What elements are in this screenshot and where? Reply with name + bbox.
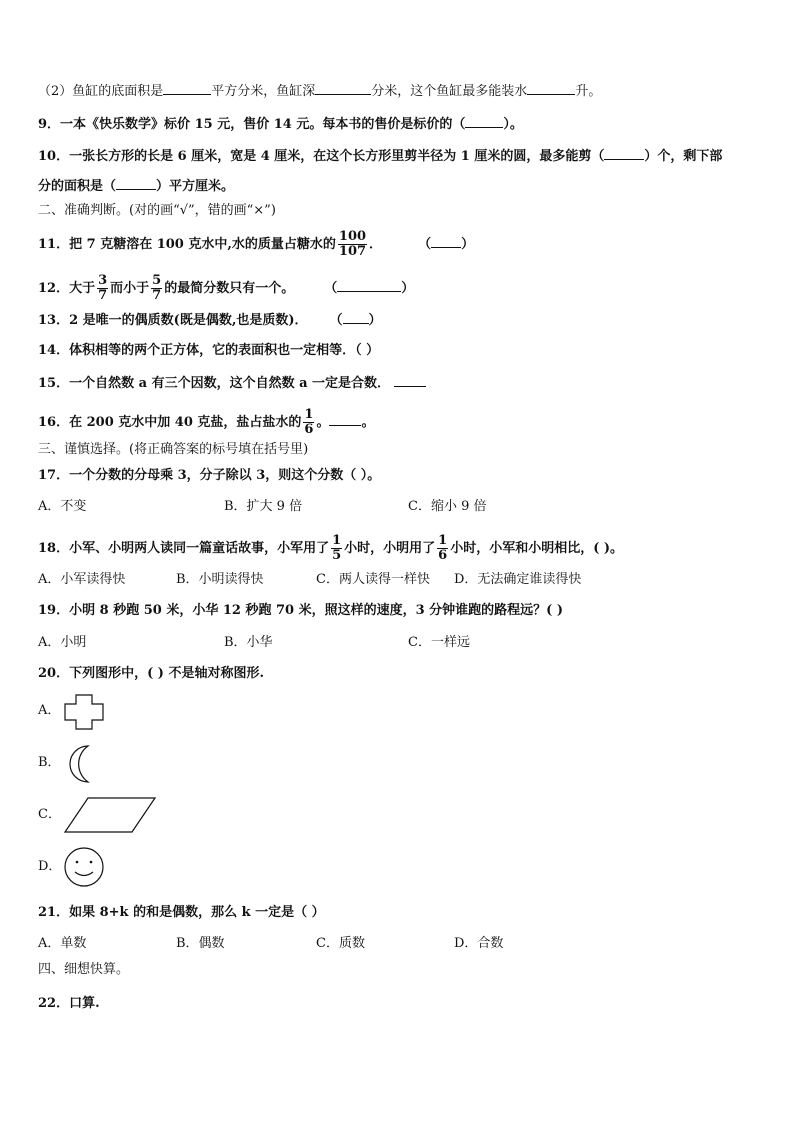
fraction-denominator: 7 [152,288,162,303]
fraction [331,534,342,563]
q10-line1-end: ）个，剩下部 [644,149,723,164]
q8-text-1: 平方分米，鱼缸深 [211,84,316,99]
q16-post: 。 [316,415,330,430]
answer-blank[interactable] [337,279,401,292]
q12-pre: 12．大于 [38,281,96,296]
fraction [437,534,448,563]
question-9 [38,115,523,134]
fraction [151,274,162,303]
q13-text: 13．2 是唯一的偶质数(既是偶数,也是质数)． [38,313,308,328]
answer-blank[interactable] [315,82,371,95]
q10-line2-end: ）平方厘米。 [156,179,235,194]
q20-label-a[interactable]: A． [38,703,61,718]
paren-close: ） [368,313,382,328]
answer-blank[interactable] [394,374,426,387]
paren-close: ） [461,237,475,252]
fraction [97,274,108,303]
fraction-numerator: 3 [98,273,108,288]
q12-post: 的最简分数只有一个。 [164,281,295,296]
question-10-line-1 [38,147,722,166]
cross-shape-icon[interactable] [64,694,104,730]
question-16 [38,408,375,437]
answer-blank[interactable] [527,82,575,95]
q8-text-3: 升。 [575,84,602,99]
answer-blank[interactable] [431,235,461,248]
question-15 [38,374,426,393]
fraction [303,408,314,437]
q20-label-b[interactable]: B． [38,755,61,770]
question-20: 20．下列图形中，( ) 不是轴对称图形. [38,666,264,681]
fraction-numerator: 1 [438,533,448,548]
q17-option-c[interactable]: C．缩小 9 倍 [408,499,487,514]
answer-blank[interactable] [329,413,361,426]
q15-text: 15．一个自然数 a 有三个因数，这个自然数 a 一定是合数． [38,376,391,391]
fraction [338,230,367,259]
q16-end: 。 [361,415,375,430]
q21-option-a[interactable]: A．单数 [38,936,87,951]
q21-option-b[interactable]: B．偶数 [176,936,225,951]
question-22: 22．口算. [38,996,100,1011]
paren-close: ） [401,281,415,296]
answer-blank[interactable] [465,115,503,128]
q8-text-2: 分米，这个鱼缸最多能装水 [371,84,528,99]
q12-mid: 而小于 [110,281,150,296]
fraction-numerator: 1 [304,407,314,422]
q18-post: 小时，小军和小明相比，( )。 [450,541,624,556]
fraction-denominator: 6 [304,422,314,437]
q11-after: ． [369,237,383,252]
q20-label-c[interactable]: C． [38,807,61,822]
q11-text: 11．把 7 克糖溶在 100 克水中,水的质量占糖水的 [38,237,336,252]
paren-open: （ [329,313,343,328]
q18-option-c[interactable]: C．两人读得一样快 [316,572,430,587]
fraction-denominator: 107 [338,244,367,259]
fraction-denominator: 7 [98,288,108,303]
q17-option-b[interactable]: B．扩大 9 倍 [224,499,303,514]
fraction-denominator: 5 [332,548,342,563]
q19-option-b[interactable]: B．小华 [224,635,273,650]
paren-open: （ [324,281,338,296]
answer-blank[interactable] [343,311,369,324]
fraction-numerator: 5 [152,273,162,288]
question-12 [38,274,414,303]
q18-mid: 小时，小明用了 [344,541,436,556]
answer-blank[interactable] [604,147,644,160]
answer-blank[interactable] [163,82,211,95]
answer-blank[interactable] [116,177,156,190]
fraction-numerator: 100 [338,229,367,244]
smiley-face-shape-icon[interactable] [62,846,106,888]
question-21: 21．如果 8+k 的和是偶数，那么 k 一定是（ ） [38,905,325,920]
q17-option-a[interactable]: A．不变 [38,499,87,514]
question-18 [38,534,623,563]
q19-option-a[interactable]: A．小明 [38,635,87,650]
parallelogram-shape-icon[interactable] [62,796,158,834]
q18-option-a[interactable]: A．小军读得快 [38,572,126,587]
paren-open: （ [418,237,432,252]
q10-line2: 分的面积是（ [38,179,117,194]
q20-label-d[interactable]: D． [38,859,62,874]
question-8-part-2 [38,82,601,101]
q18-option-b[interactable]: B．小明读得快 [176,572,264,587]
q8-part-text: （2）鱼缸的底面积是 [38,84,164,99]
question-11 [38,230,474,259]
section-3-title: 三、谨慎选择。(将正确答案的标号填在括号里) [38,442,309,457]
question-19: 19．小明 8 秒跑 50 米，小华 12 秒跑 70 米，照这样的速度，3 分钟谁跑的路程远？( ) [38,603,564,618]
q18-pre: 18．小军、小明两人读同一篇童话故事，小军用了 [38,541,330,556]
q21-option-d[interactable]: D．合数 [454,936,504,951]
q18-option-d[interactable]: D．无法确定谁读得快 [454,572,582,587]
section-4-title: 四、细想快算。 [38,962,130,977]
section-2-title: 二、准确判断。(对的画“√”，错的画“×”) [38,203,276,218]
crescent-shape-icon[interactable] [62,744,94,784]
q9-text: 9．一本《快乐数学》标价 15 元，售价 14 元。每本书的售价是标价的（ [38,117,466,132]
question-14: 14．体积相等的两个正方体，它的表面积也一定相等．（ ） [38,343,380,358]
q21-option-c[interactable]: C．质数 [316,936,365,951]
question-10-line-2 [38,177,234,196]
q9-paren-end: ）。 [503,117,523,132]
q10-line1: 10．一张长方形的长是 6 厘米，宽是 4 厘米，在这个长方形里剪半径为 1 厘米的圆，最多能剪（ [38,149,605,164]
question-13 [38,311,382,330]
fraction-denominator: 6 [438,548,448,563]
q16-pre: 16．在 200 克水中加 40 克盐，盐占盐水的 [38,415,302,430]
fraction-numerator: 1 [332,533,342,548]
q19-option-c[interactable]: C．一样远 [408,635,470,650]
question-17: 17．一个分数的分母乘 3，分子除以 3，则这个分数（ ）。 [38,468,381,483]
